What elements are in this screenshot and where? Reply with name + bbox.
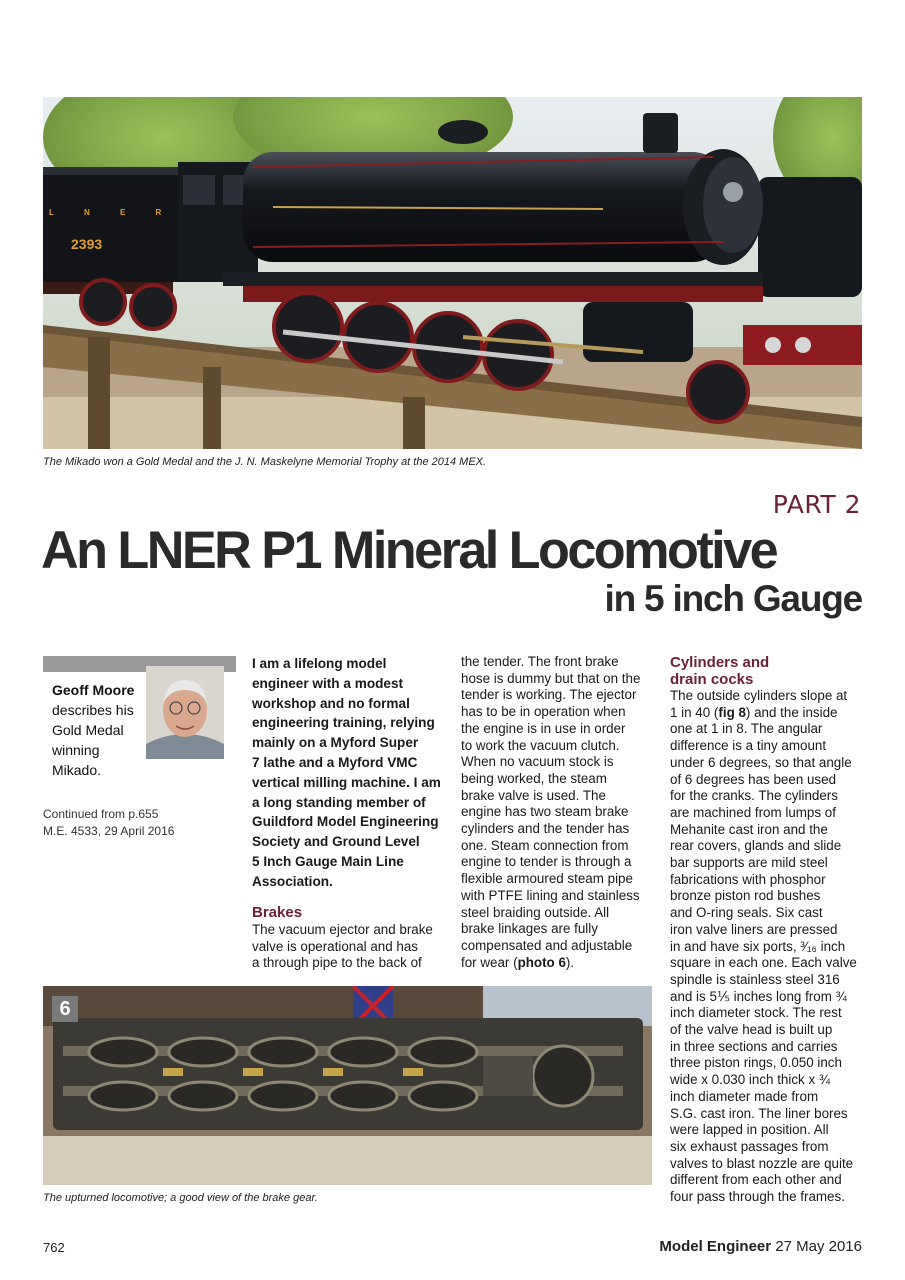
- text-line: spindle is stainless steel 316: [670, 971, 840, 987]
- text-line: [461, 955, 661, 972]
- text-line: different from each other and: [670, 1172, 842, 1188]
- author-portrait: [146, 666, 224, 759]
- text-line: square in each one. Each valve: [670, 955, 857, 971]
- photo-caption: The upturned locomotive; a good view of the brake gear.: [43, 1192, 318, 1204]
- tender-number: 2393: [71, 236, 103, 252]
- intro-line: Guildford Model Engineering: [252, 814, 439, 830]
- intro-line: 5 Inch Gauge Main Line: [252, 853, 404, 869]
- author-name: Geoff Moore: [52, 682, 135, 698]
- text-line: one at 1 in 8. The angular: [670, 721, 823, 737]
- photo-number-badge: 6: [52, 996, 78, 1022]
- column-three-text: [461, 654, 661, 971]
- text-line: six exhaust passages from: [670, 1138, 829, 1154]
- text-line: difference is a tiny amount: [670, 738, 827, 754]
- text-line: engine to tender is through a: [461, 854, 632, 870]
- intro-line: I am a lifelong model: [252, 656, 387, 671]
- intro-line: a long standing member of: [252, 794, 426, 810]
- text-line: and O-ring seals. Six cast: [670, 905, 823, 921]
- text-line: inch diameter stock. The rest: [670, 1005, 842, 1021]
- upturned-locomotive-photo: [43, 986, 652, 1185]
- text-line: and is 5⅕ inches long from ¾: [670, 988, 847, 1004]
- upturned-locomotive-illustration: [43, 986, 652, 1185]
- locomotive-illustration: [43, 97, 862, 449]
- author-blurb-line: Mikado.: [52, 762, 102, 778]
- text-line: engine has two steam brake: [461, 804, 629, 820]
- author-blurb-line: Gold Medal: [52, 722, 124, 738]
- text-line: bronze piston rod bushes: [670, 888, 821, 904]
- magazine-name: Model Engineer: [659, 1238, 772, 1255]
- text-line: with PTFE lining and stainless: [461, 887, 640, 903]
- section-heading-cylinders: [670, 654, 769, 688]
- text-line: being worked, the steam: [461, 770, 607, 786]
- continued-line: M.E. 4533, 29 April 2016: [43, 824, 175, 838]
- text-line: iron valve liners are pressed: [670, 921, 838, 937]
- text-line: the tender. The front brake: [461, 654, 619, 669]
- text-line: valve is operational and has: [252, 938, 419, 954]
- text-run: ).: [565, 954, 575, 970]
- heading-line: Cylinders and: [670, 654, 770, 671]
- figure-reference: fig 8: [718, 704, 746, 720]
- text-line: brake valve is used. The: [461, 787, 606, 803]
- intro-line: mainly on a Myford Super: [252, 735, 419, 751]
- text-line: bar supports are mild steel: [670, 855, 828, 871]
- text-line: four pass through the frames.: [670, 1189, 845, 1205]
- author-blurb-line: describes his: [52, 702, 134, 718]
- text-line: hose is dummy but that on the: [461, 670, 641, 686]
- intro-line: 7 lathe and a Myford VMC: [252, 754, 418, 770]
- text-line: under 6 degrees, so that angle: [670, 754, 852, 770]
- text-line: The vacuum ejector and brake: [252, 922, 433, 937]
- section-heading-brakes: Brakes: [252, 904, 303, 921]
- text-line: are machined from lumps of: [670, 804, 836, 820]
- text-line: rear covers, glands and slide: [670, 838, 842, 854]
- page-number: 762: [43, 1240, 65, 1255]
- intro-line: workshop and no formal: [252, 695, 410, 711]
- intro-paragraph: [252, 654, 447, 892]
- article-title: An LNER P1 Mineral Locomotive: [41, 521, 777, 580]
- text-line: of the valve head is built up: [670, 1022, 833, 1038]
- photo-reference: photo 6: [517, 954, 566, 970]
- intro-line: engineer with a modest: [252, 675, 404, 691]
- text-line: fabrications with phosphor: [670, 871, 826, 887]
- text-line: When no vacuum stock is: [461, 754, 614, 770]
- heading-line: drain cocks: [670, 671, 754, 688]
- article-subtitle: in 5 inch Gauge: [604, 578, 862, 619]
- text-run: 1 in 40 (: [670, 704, 719, 720]
- text-line: inch diameter made from: [670, 1088, 819, 1104]
- text-line: in three sections and carries: [670, 1038, 838, 1054]
- text-line: for the cranks. The cylinders: [670, 788, 838, 804]
- part-label: PART 2: [772, 490, 861, 519]
- text-line: compensated and adjustable: [461, 937, 633, 953]
- text-line: one. Steam connection from: [461, 837, 629, 853]
- intro-line: Association.: [252, 873, 333, 889]
- text-line: wide x 0.030 inch thick x ¾: [670, 1072, 831, 1088]
- brakes-paragraph: [252, 922, 452, 972]
- text-line: three piston rings, 0.050 inch: [670, 1055, 842, 1071]
- text-line: S.G. cast iron. The liner bores: [670, 1105, 848, 1121]
- text-line: has to be in operation when: [461, 704, 626, 720]
- text-line: The outside cylinders slope at: [670, 688, 848, 703]
- cylinders-paragraph: [670, 688, 870, 1206]
- text-line: were lapped in position. All: [670, 1122, 829, 1138]
- photo-caption: The Mikado won a Gold Medal and the J. N. Maskelyne Memorial Trophy at the 2014 MEX.: [43, 456, 487, 468]
- running-footer: [659, 1238, 862, 1255]
- text-line: cylinders and the tender has: [461, 821, 630, 837]
- intro-line: vertical milling machine. I am: [252, 774, 441, 790]
- text-line: steel braiding outside. All: [461, 904, 610, 920]
- text-line: of 6 degrees has been used: [670, 771, 837, 787]
- text-line: [670, 705, 870, 722]
- text-line: brake linkages are fully: [461, 921, 598, 937]
- intro-line: Society and Ground Level: [252, 834, 420, 850]
- text-line: flexible armoured steam pipe: [461, 871, 633, 887]
- text-run: for wear (: [461, 954, 518, 970]
- text-line: tender is working. The ejector: [461, 687, 637, 703]
- text-run: ) and the inside: [745, 704, 838, 720]
- author-blurb: [52, 680, 147, 780]
- intro-line: engineering training, relying: [252, 715, 435, 731]
- continued-line: Continued from p.655: [43, 807, 159, 821]
- tender-lettering: L N E R: [49, 208, 176, 217]
- locomotive-photo: [43, 97, 862, 449]
- continued-note: [43, 806, 233, 840]
- author-blurb-line: winning: [52, 742, 100, 758]
- text-line: the engine is in use in order: [461, 720, 626, 736]
- text-line: to work the vacuum clutch.: [461, 737, 620, 753]
- text-line: a through pipe to the back of: [252, 955, 422, 971]
- text-line: valves to blast nozzle are quite: [670, 1155, 854, 1171]
- issue-date: 27 May 2016: [775, 1238, 862, 1255]
- text-line: in and have six ports, ³⁄₁₆ inch: [670, 938, 846, 954]
- text-line: Mehanite cast iron and the: [670, 821, 828, 837]
